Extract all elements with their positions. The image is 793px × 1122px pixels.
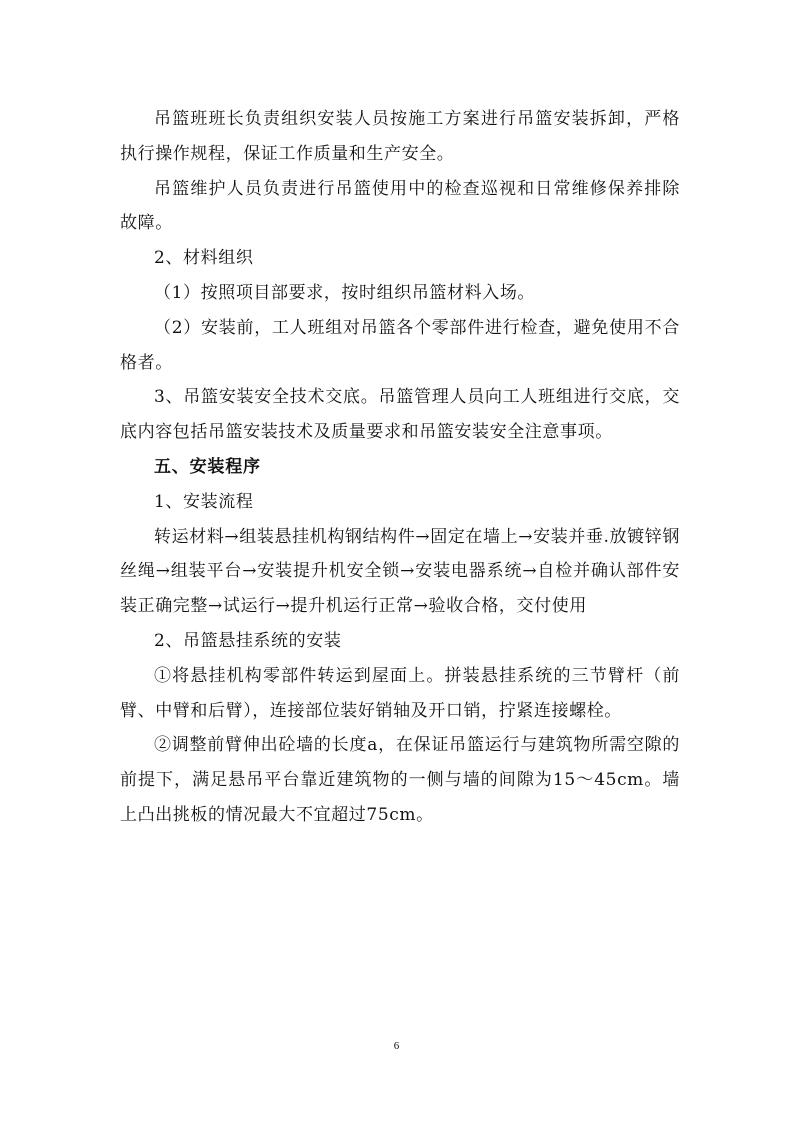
paragraph-suspension-step-2: ②调整前臂伸出砼墙的长度a，在保证吊篮运行与建筑物所需空隙的前提下，满足悬吊平台靠近建筑物的一侧与墙的间隙为15～45cm。墙上凸出挑板的情况最大不宜超过75cm。 <box>120 735 680 825</box>
paragraph-install-flow-title: 1、安装流程 <box>154 491 254 512</box>
paragraph-maintenance: 吊篮维护人员负责进行吊篮使用中的检查巡视和日常维修保养排除故障。 <box>120 178 680 234</box>
paragraph-suspension-title: 2、吊篮悬挂系统的安装 <box>154 630 342 651</box>
page-number: 6 <box>393 1040 400 1052</box>
paragraph-material-item-2: （2）安装前，工人班组对吊篮各个零部件进行检查，避免使用不合格者。 <box>120 317 680 373</box>
paragraph-install-flow: 转运材料→组装悬挂机构钢结构件→固定在墙上→安装并垂.放镀锌钢丝绳→组装平台→安装提升机安全锁→安装电器系统→自检并确认部件安装正确完整→试运行→提升机运行正常→验收合格，交付使用 <box>120 526 680 617</box>
paragraph-material-item-1: （1）按照项目部要求，按时组织吊篮材料入场。 <box>154 282 536 303</box>
paragraph-team-leader: 吊篮班班长负责组织安装人员按施工方案进行吊篮安装拆卸，严格执行操作规程，保证工作质量和生产安全。 <box>120 109 680 164</box>
paragraph-material-org: 2、材料组织 <box>154 248 254 269</box>
section-heading-install-procedure: 五、安装程序 <box>154 456 261 477</box>
document-body <box>120 102 680 833</box>
paragraph-suspension-step-1: ①将悬挂机构零部件转运到屋面上。拼装悬挂系统的三节臂杆（前臂、中臂和后臂），连接部位装好销轴及开口销，拧紧连接螺栓。 <box>120 665 680 721</box>
paragraph-safety-briefing: 3、吊篮安装安全技术交底。吊篮管理人员向工人班组进行交底，交底内容包括吊篮安装技术及质量要求和吊篮安装安全注意事项。 <box>120 387 680 443</box>
